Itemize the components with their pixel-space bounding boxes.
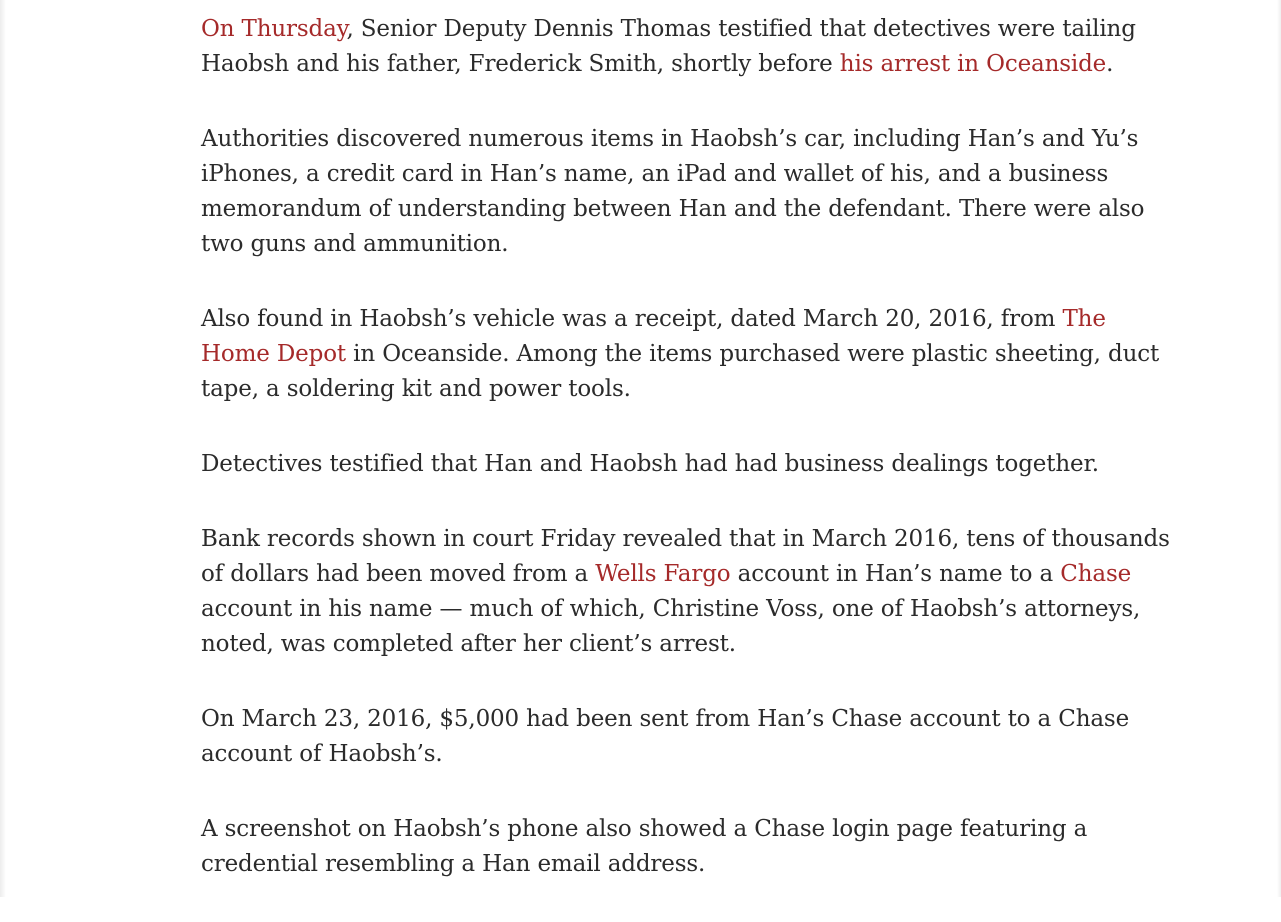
paragraph-text: On March 23, 2016, $5,000 had been sent from Han’s Chase account to a Chase account of Haobsh’s. <box>201 706 1130 767</box>
paragraph-text: Bank records shown in court Friday revealed that in March 2016, tens of thousands of dollars had been moved from a <box>201 526 1170 587</box>
link-the-home-depot[interactable]: The Home Depot <box>201 306 1106 367</box>
paragraph-text: . <box>1106 51 1114 77</box>
link-chase[interactable]: Chase <box>1060 561 1132 587</box>
paragraph-7 <box>201 812 1176 882</box>
paragraph-text: account in Han’s name to a <box>730 561 1061 587</box>
left-page-edge <box>0 0 6 897</box>
link-wells-fargo[interactable]: Wells Fargo <box>595 561 731 587</box>
link-his-arrest-in-oceanside[interactable]: his arrest in Oceanside <box>839 51 1107 77</box>
link-on-thursday[interactable]: On Thursday <box>201 16 347 42</box>
paragraph-6 <box>201 702 1176 772</box>
paragraph-text: , Senior Deputy Dennis Thomas testified that detectives were tailing Haobsh and his father, Frederick Smith, shortly before <box>201 16 1136 77</box>
paragraph-text: Authorities discovered numerous items in Haobsh’s car, including Han’s and Yu’s iPhones, a credit card in Han’s name, an iPad and wallet of his, and a business memorandum of understanding between Han and the defendant. There were also two guns and ammunition. <box>201 126 1145 257</box>
right-page-edge <box>1277 0 1281 897</box>
paragraph-4 <box>201 447 1176 482</box>
paragraph-3 <box>201 302 1176 407</box>
article-body <box>201 12 1176 922</box>
paragraph-text: Detectives testified that Han and Haobsh had had business dealings together. <box>201 451 1099 477</box>
paragraph-2 <box>201 122 1176 262</box>
paragraph-1 <box>201 12 1176 82</box>
paragraph-text: account in his name — much of which, Christine Voss, one of Haobsh’s attorneys, noted, was completed after her client’s arrest. <box>201 596 1141 657</box>
paragraph-5 <box>201 522 1176 662</box>
paragraph-text: in Oceanside. Among the items purchased were plastic sheeting, duct tape, a soldering kit and power tools. <box>201 341 1160 402</box>
paragraph-text: Also found in Haobsh’s vehicle was a receipt, dated March 20, 2016, from <box>201 306 1063 332</box>
paragraph-text: A screenshot on Haobsh’s phone also showed a Chase login page featuring a credential resembling a Han email address. <box>201 816 1088 877</box>
